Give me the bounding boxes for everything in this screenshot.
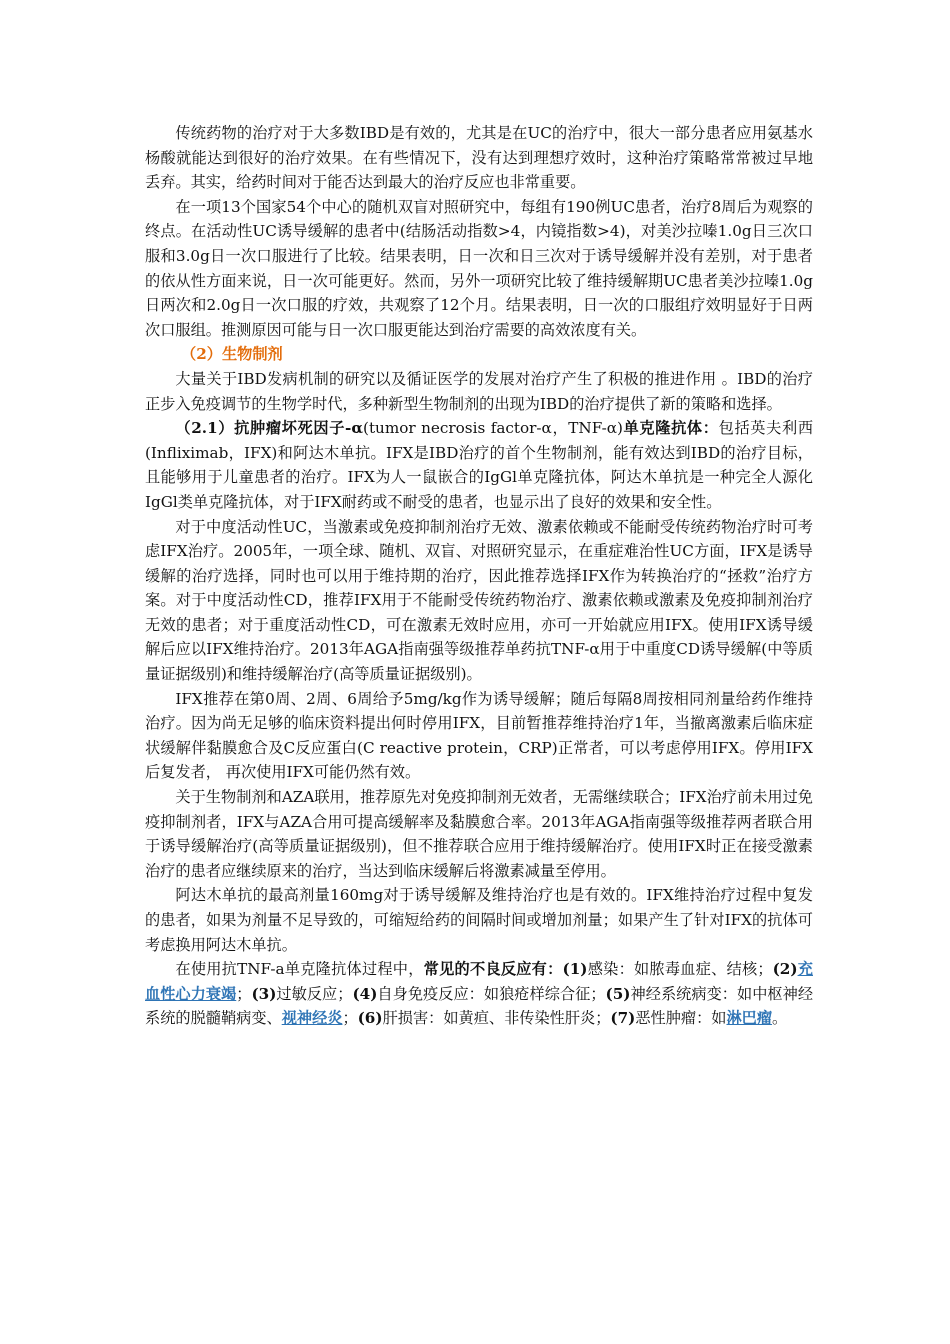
paragraph-mesalazine-study: 在一项13个国家54个中心的随机双盲对照研究中，每组有190例UC患者，治疗8周后为观察的终点。在活动性UC诱导缓解的患者中(结肠活动指数>4，内镜指数>4)，对美沙拉嗪1.0g日三次口服和3.0g日一次口服进行了比较。结果表明，日一次和日三次对于诱导缓解并没有差别，对于患者的依从性方面来说，日一次可能更好。然而，另外一项研究比较了维持缓解期UC患者美沙拉嗪1.0g日两次和2.0g日一次口服的疗效，共观察了12个月。结果表明，日一次的口服组疗效明显好于日两次口服组。推测原因可能与日一次口服更能达到治疗需要的高效浓度有关。 — [145, 197, 813, 339]
adverse-intro: 在使用抗TNF-a单克隆抗体过程中， — [175, 960, 424, 979]
tnf-abbrev: (tumor necrosis factor-α，TNF-α) — [363, 419, 623, 438]
adverse-num-3: (3) — [251, 984, 277, 1003]
adverse-sep-5: ； — [342, 1009, 358, 1028]
adverse-item-7: 恶性肿瘤：如 — [635, 1009, 727, 1028]
document-body — [145, 121, 813, 1031]
adverse-end: 。 — [772, 1009, 788, 1028]
link-lymphoma[interactable]: 淋巴瘤 — [726, 1009, 773, 1028]
adverse-num-2: (2) — [772, 960, 798, 979]
section-heading-biologics: （2）生物制剂 — [181, 345, 283, 364]
adverse-sep-2: ； — [236, 984, 252, 1003]
adverse-item-3: 过敏反应； — [276, 984, 353, 1003]
paragraph-combination-therapy: 关于生物制剂和AZA联用，推荐原先对免疫抑制剂无效者，无需继续联合；IFX治疗前未用过免疫抑制剂者，IFX与AZA合用可提高缓解率及黏膜愈合率。2013年AGA指南强等级推荐两者联合用于诱导缓解治疗(高等质量证据级别)，但不推荐联合应用于维持缓解治疗。使用IFX时正在接受激素治疗的患者应继续原来的治疗，当达到临床缓解后将激素减量至停用。 — [145, 788, 813, 880]
adverse-item-5: 神经系统病变：如中枢神经系统的脱髓鞘病变、 — [145, 984, 814, 1028]
antibody-label: 单克隆抗体： — [622, 419, 719, 438]
paragraph-ifx-indications: 对于中度活动性UC，当激素或免疫抑制剂治疗无效、激素依赖或不能耐受传统药物治疗时可考虑IFX治疗。2005年，一项全球、随机、双盲、对照研究显示，在重症难治性UC方面，IFX是诱导缓解的治疗选择，同时也可以用于维持期的治疗，因此推荐选择IFX作为转换治疗的“拯救”治疗方案。对于中度活动性CD，推荐IFX用于不能耐受传统药物治疗、激素依赖或激素及免疫抑制剂治疗无效的患者；对于重度活动性CD，可在激素无效时应用，亦可一开始就应用IFX。使用IFX诱导缓解后应以IFX维持治疗。2013年AGA指南强等级推荐单药抗TNF-α用于中重度CD诱导缓解(中等质量证据级别)和维持缓解治疗(高等质量证据级别)。 — [145, 517, 813, 684]
adverse-num-4: (4) — [352, 984, 378, 1003]
anti-tnf-heading: （2.1）抗肿瘤坏死因子-α — [175, 419, 364, 438]
adverse-num-6: (6) — [357, 1009, 383, 1028]
adverse-num-7: (7) — [610, 1009, 636, 1028]
adverse-item-1: 感染：如脓毒血症、结核； — [587, 960, 773, 979]
link-optic-neuritis[interactable]: 视神经炎 — [281, 1009, 343, 1028]
adverse-item-6: 肝损害：如黄疸、非传染性肝炎； — [382, 1009, 611, 1028]
paragraph-adverse-reactions — [145, 957, 813, 1031]
adverse-item-4: 自身免疫反应：如狼疮样综合征； — [377, 984, 606, 1003]
paragraph-ifx-dosing: IFX推荐在第0周、2周、6周给予5mg/kg作为诱导缓解；随后每隔8周按相同剂量给药作维持治疗。因为尚无足够的临床资料提出何时停用IFX，目前暂推荐维持治疗1年，当撤离激素后临床症状缓解伴黏膜愈合及C反应蛋白(C reactive protein，CRP)正常者，可以考虑停用IFX。停用IFX后复发者， 再次使用IFX可能仍然有效。 — [145, 689, 813, 782]
anti-tnf-text: 包括英夫利西(Infliximab，IFX)和阿达木单抗。IFX是IBD治疗的首个生物制剂，能有效达到IBD的治疗目标，且能够用于儿童患者的治疗。IFX为人一鼠嵌合的IgGl单克隆抗体，阿达木单抗是一种完全人源化IgGl类单克隆抗体，对于IFX耐药或不耐受的患者，也显示出了良好的效果和安全性。 — [145, 419, 814, 511]
paragraph-biologics-intro: 大量关于IBD发病机制的研究以及循证医学的发展对治疗产生了积极的推进作用 。IBD的治疗正步入免疫调节的生物学时代，多种新型生物制剂的出现为IBD的治疗提供了新的策略和选择。 — [145, 369, 813, 413]
adverse-num-5: (5) — [605, 984, 631, 1003]
paragraph-adalimumab: 阿达木单抗的最高剂量160mg对于诱导缓解及维持治疗也是有效的。IFX维持治疗过程中复发的患者，如果为剂量不足导致的，可缩短给药的间隔时间或增加剂量；如果产生了针对IFX的抗体可考虑换用阿达木单抗。 — [145, 886, 813, 954]
adverse-lead: 常见的不良反应有：(1) — [423, 960, 588, 979]
link-congestive-heart-failure[interactable]: 充血性心力衰竭 — [145, 960, 813, 1003]
paragraph-traditional-drugs: 传统药物的治疗对于大多数IBD是有效的，尤其是在UC的治疗中，很大一部分患者应用氨基水杨酸就能达到很好的治疗效果。在有些情况下，没有达到理想疗效时，这种治疗策略常常被过早地丢弃。其实，给药时间对于能否达到最大的治疗反应也非常重要。 — [145, 124, 813, 192]
paragraph-anti-tnf — [145, 416, 813, 514]
